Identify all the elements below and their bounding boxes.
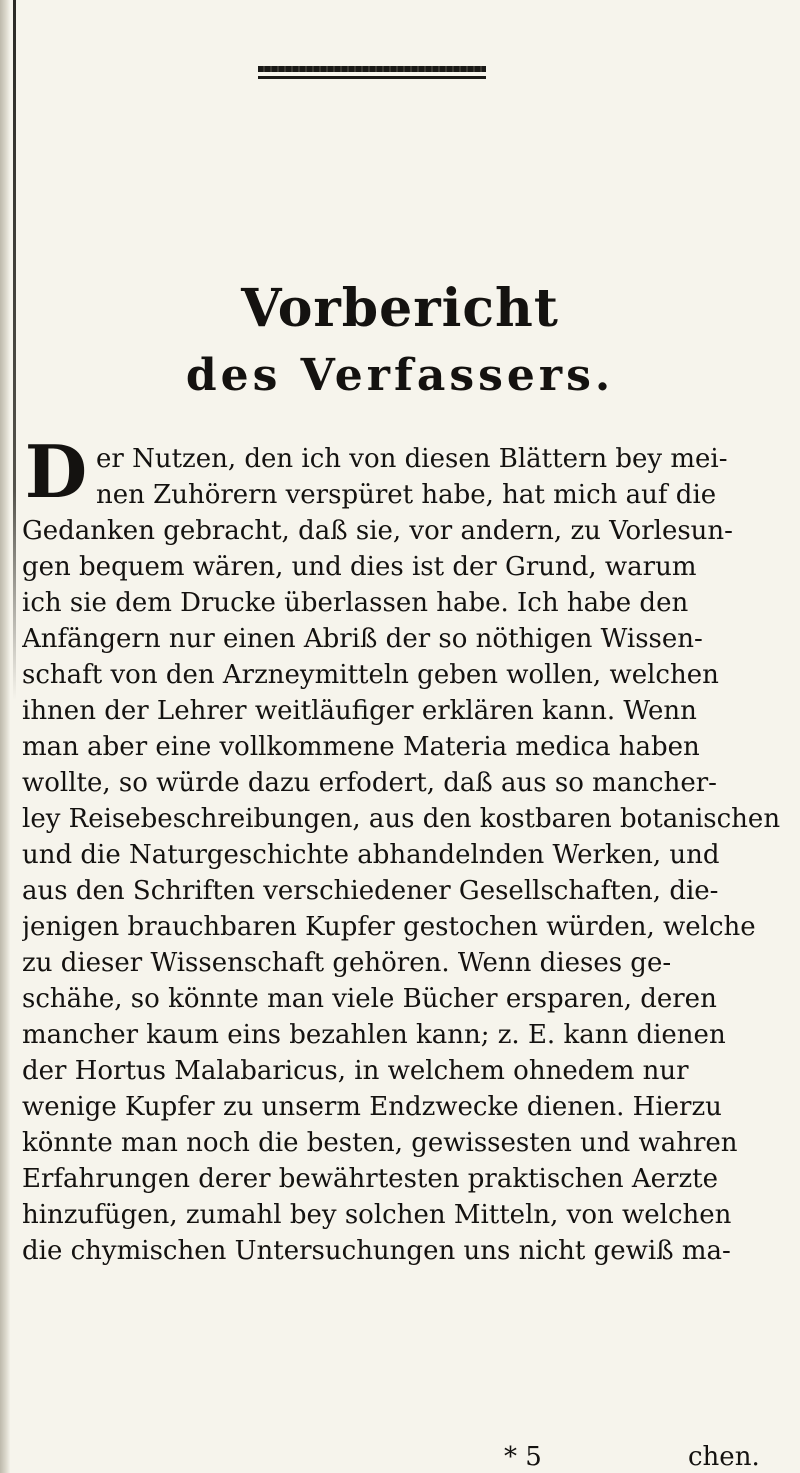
text-line: schaft von den Arzneymitteln geben wollen, welchen xyxy=(22,660,719,690)
text-line: der Hortus Malabaricus, in welchem ohnedem nur xyxy=(22,1056,689,1086)
text-line: und die Naturgeschichte abhandelnden Werken, und xyxy=(22,840,720,870)
text-line: zu dieser Wissenschaft gehören. Wenn dieses ge- xyxy=(22,948,672,978)
text-line: jenigen brauchbaren Kupfer gestochen würden, welche xyxy=(22,912,756,942)
ornament-bar-top xyxy=(258,66,486,72)
text-line: wenige Kupfer zu unserm Endzwecke dienen. Hierzu xyxy=(22,1092,722,1122)
text-line: Erfahrungen derer bewährtesten praktischen Aerzte xyxy=(22,1164,719,1194)
text-line: die chymischen Untersuchungen uns nicht gewiß ma- xyxy=(22,1236,731,1266)
text-line: ich sie dem Drucke überlassen habe. Ich habe den xyxy=(22,588,689,618)
page-title: Vorbericht xyxy=(241,278,559,339)
signature-mark: * 5 xyxy=(504,1442,542,1472)
text-line: ihnen der Lehrer weitläufiger erklären kann. Wenn xyxy=(22,696,697,726)
text-line: gen bequem wären, und dies ist der Grund, warum xyxy=(22,552,697,582)
catchword: chen. xyxy=(688,1442,760,1472)
text-line: schähe, so könnte man viele Bücher ersparen, deren xyxy=(22,984,717,1014)
text-line: ley Reisebeschreibungen, aus den kostbaren botanischen xyxy=(22,804,781,834)
text-line: mancher kaum eins bezahlen kann; z. E. kann dienen xyxy=(22,1020,726,1050)
text-line: er Nutzen, den ich von diesen Blättern bey mei- xyxy=(96,444,728,474)
text-line: Anfängern nur einen Abriß der so nöthigen Wissen- xyxy=(22,624,703,654)
text-line: Gedanken gebracht, daß sie, vor andern, zu Vorlesun- xyxy=(22,516,733,546)
text-line: wollte, so würde dazu erfodert, daß aus so mancher- xyxy=(22,768,717,798)
page-subtitle: des Verfassers. xyxy=(185,350,615,401)
header-ornament xyxy=(258,66,486,79)
page-gutter-shadow xyxy=(0,0,10,1473)
drop-cap: D xyxy=(24,429,88,514)
text-line: nen Zuhörern verspüret habe, hat mich auf die xyxy=(96,480,717,510)
ornament-bar-bottom xyxy=(258,76,486,79)
text-line: hinzufügen, zumahl bey solchen Mitteln, von welchen xyxy=(22,1200,732,1230)
text-line: man aber eine vollkommene Materia medica haben xyxy=(22,732,700,762)
text-line: aus den Schriften verschiedener Gesellschaften, die- xyxy=(22,876,719,906)
text-line: könnte man noch die besten, gewissesten und wahren xyxy=(22,1128,738,1158)
